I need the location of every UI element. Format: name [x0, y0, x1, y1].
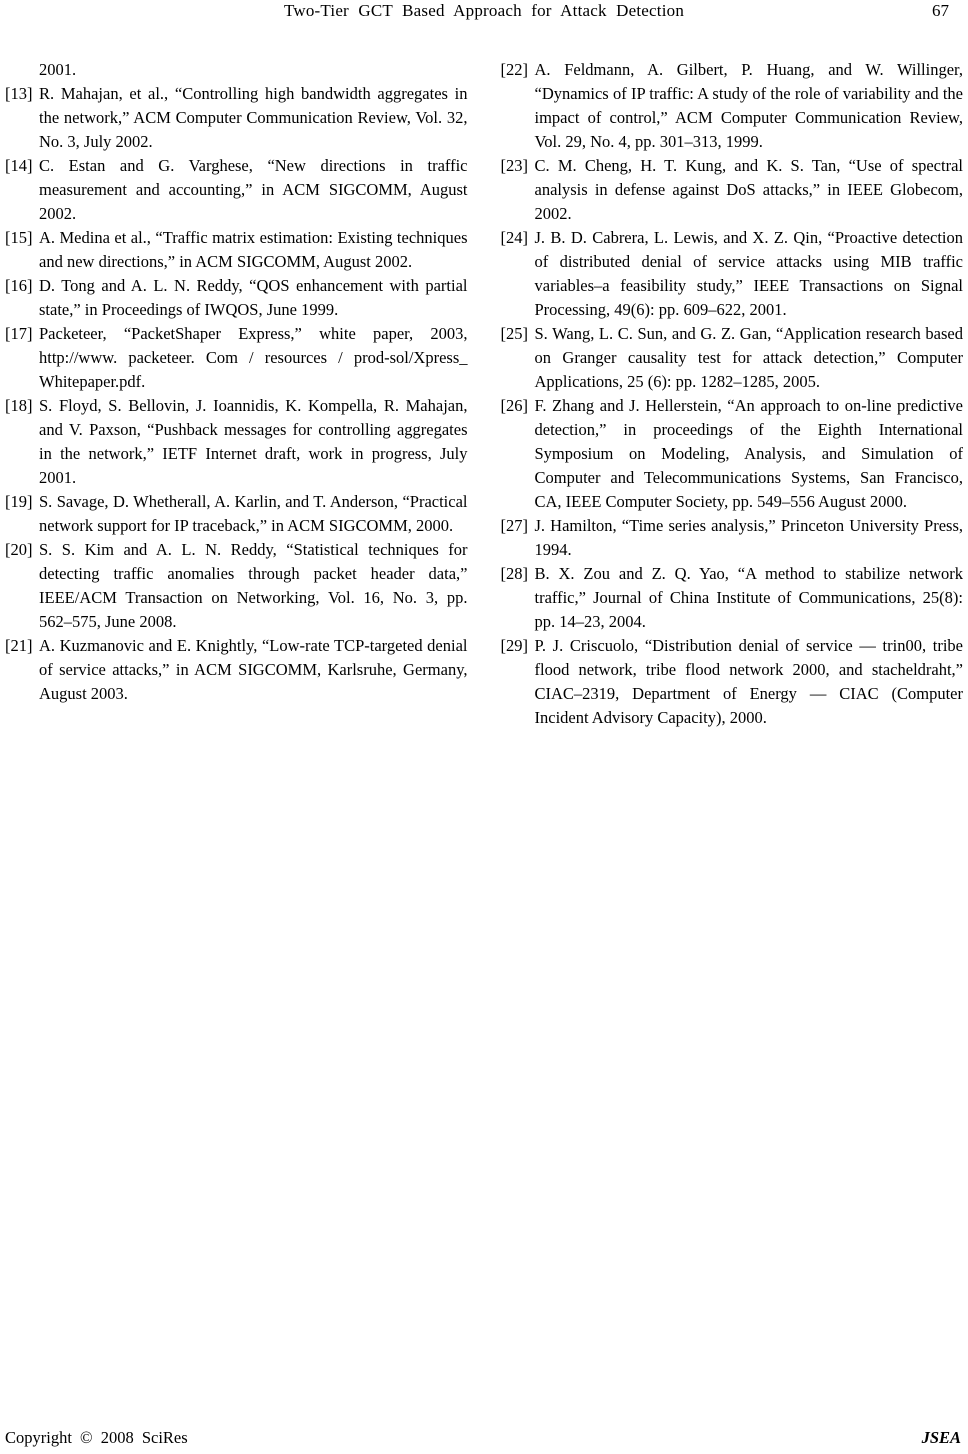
reference-text: J. B. D. Cabrera, L. Lewis, and X. Z. Qin, “Proactive detection of distributed denial of service attacks using MIB traffic variables–a feasibility study,” IEEE Transactions on Signal Processing, 49(6): pp. 609–622, 2001.: [534, 228, 963, 319]
reference-item: [5, 322, 468, 394]
reference-text: S. Wang, L. C. Sun, and G. Z. Gan, “Application research based on Granger causality test for attack detection,” Computer Applications, 25 (6): pp. 1282–1285, 2005.: [534, 324, 963, 391]
reference-number: [14]: [5, 156, 33, 175]
reference-number: [20]: [5, 540, 33, 559]
reference-number: [19]: [5, 492, 33, 511]
reference-number: [24]: [500, 228, 528, 247]
reference-item: [5, 490, 468, 538]
reference-number: [28]: [500, 564, 528, 583]
reference-text: S. Floyd, S. Bellovin, J. Ioannidis, K. Kompella, R. Mahajan, and V. Paxson, “Pushback messages for controlling aggregates in the network,” IETF Internet draft, work in progress, July 2001.: [39, 396, 468, 487]
reference-number: [15]: [5, 228, 33, 247]
reference-text: R. Mahajan, et al., “Controlling high bandwidth aggregates in the network,” ACM Computer Communication Review, Vol. 32, No. 3, July 2002.: [39, 84, 468, 151]
reference-text: C. Estan and G. Varghese, “New directions in traffic measurement and accounting,” in ACM SIGCOMM, August 2002.: [39, 156, 468, 223]
reference-text: A. Feldmann, A. Gilbert, P. Huang, and W. Willinger, “Dynamics of IP traffic: A study of the role of variability and the impact of control,” ACM Computer Communication Review, Vol. 29, No. 4, pp. 301–313, 1999.: [534, 60, 963, 151]
reference-number: [13]: [5, 84, 33, 103]
page-number: 67: [932, 1, 949, 20]
reference-text: J. Hamilton, “Time series analysis,” Princeton University Press, 1994.: [534, 516, 963, 559]
journal-abbreviation: JSEA: [921, 1428, 961, 1447]
reference-text: Packeteer, “PacketShaper Express,” white paper, 2003, http://www. packeteer. Com / resources / prod-sol/Xpress_ Whitepaper.pdf.: [39, 324, 468, 391]
reference-number: [22]: [500, 60, 528, 79]
reference-item: [5, 226, 468, 274]
reference-text: F. Zhang and J. Hellerstein, “An approach to on-line predictive detection,” in proceedings of the Eighth International Symposium on Modeling, Analysis, and Simulation of Computer and Telecommunications Systems, San Francisco, CA, IEEE Computer Society, pp. 549–556 August 2000.: [534, 396, 963, 511]
reference-item: [501, 514, 964, 562]
reference-number: [25]: [500, 324, 528, 343]
page-header: [5, 0, 963, 22]
reference-text: A. Medina et al., “Traffic matrix estimation: Existing techniques and new directions,” in ACM SIGCOMM, August 2002.: [39, 228, 468, 271]
reference-text: S. S. Kim and A. L. N. Reddy, “Statistical techniques for detecting traffic anomalies through packet header data,” IEEE/ACM Transaction on Networking, Vol. 16, No. 3, pp. 562–575, June 2008.: [39, 540, 468, 631]
reference-item: [501, 154, 964, 226]
reference-item: [5, 58, 468, 82]
copyright-text: Copyright © 2008 SciRes: [5, 1428, 188, 1447]
references-section: [5, 58, 963, 730]
reference-number: [17]: [5, 324, 33, 343]
reference-number: [23]: [500, 156, 528, 175]
reference-text: B. X. Zou and Z. Q. Yao, “A method to stabilize network traffic,” Journal of China Institute of Communications, 25(8): pp. 14–23, 2004.: [534, 564, 963, 631]
reference-number: [29]: [500, 636, 528, 655]
reference-item: [5, 82, 468, 154]
reference-item: [501, 322, 964, 394]
reference-item: [5, 274, 468, 322]
reference-text: 2001.: [39, 60, 77, 79]
reference-item: [5, 394, 468, 490]
reference-item: [501, 562, 964, 634]
reference-text: A. Kuzmanovic and E. Knightly, “Low-rate TCP-targeted denial of service attacks,” in ACM SIGCOMM, Karlsruhe, Germany, August 2003.: [39, 636, 468, 703]
reference-item: [501, 394, 964, 514]
reference-number: [16]: [5, 276, 33, 295]
reference-item: [5, 634, 468, 706]
reference-text: C. M. Cheng, H. T. Kung, and K. S. Tan, “Use of spectral analysis in defense against DoS attacks,” in IEEE Globecom, 2002.: [534, 156, 963, 223]
paper-title: Two-Tier GCT Based Approach for Attack Detection: [283, 1, 685, 20]
reference-number: [26]: [500, 396, 528, 415]
reference-item: [5, 154, 468, 226]
reference-number: [27]: [500, 516, 528, 535]
reference-item: [501, 58, 964, 154]
reference-text: D. Tong and A. L. N. Reddy, “QOS enhancement with partial state,” in Proceedings of IWQOS, June 1999.: [39, 276, 468, 319]
reference-item: [5, 538, 468, 634]
reference-text: P. J. Criscuolo, “Distribution denial of service — trin00, tribe flood network, tribe flood network 2000, and stacheldraht,” CIAC–2319, Department of Energy — CIAC (Computer Incident Advisory Capacity), 2000.: [534, 636, 963, 727]
references-right-column: [501, 58, 964, 730]
reference-number: [18]: [5, 396, 33, 415]
reference-number: [21]: [5, 636, 33, 655]
reference-item: [501, 226, 964, 322]
reference-item: [501, 634, 964, 730]
references-left-column: [5, 58, 468, 730]
reference-text: S. Savage, D. Whetherall, A. Karlin, and T. Anderson, “Practical network support for IP traceback,” in ACM SIGCOMM, 2000.: [39, 492, 468, 535]
page-footer: [5, 1428, 963, 1448]
